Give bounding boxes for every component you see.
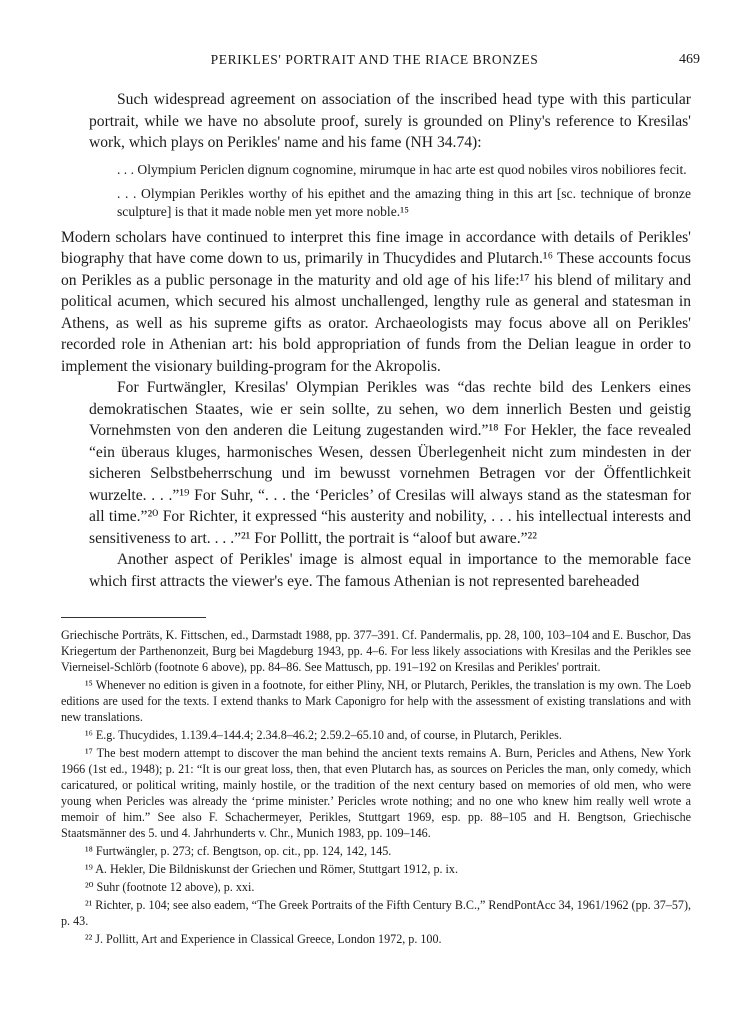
running-head: PERIKLES' PORTRAIT AND THE RIACE BRONZES bbox=[210, 52, 539, 67]
paragraph-2: Modern scholars have continued to interpret this fine image in accordance with details of Perikles' biography that have come down to us, primarily in Thucydides and Plutarch.¹⁶ These accounts focus on Perikles as a public personage in the maturity and old age of his life:¹⁷ his blend of military and political acumen, which secured his almost unchallenged, lengthy rule as general and statesman in Athens, as well as his supreme gifts as orator. Archaeologists may focus above all on Perikles' recorded role in Athenian art: his bold appropriation of funds from the Delian league in order to implement the visionary building-program for the Akropolis. bbox=[61, 228, 691, 375]
footnote-20: ²⁰ Suhr (footnote 12 above), p. xxi. bbox=[85, 880, 255, 894]
footnote-21: ²¹ Richter, p. 104; see also eadem, “The Greek Portraits of the Fifth Century B.C.,” RendPontAcc 34, 1961/1962 (pp. 37–57), p. 43. bbox=[61, 898, 691, 928]
footnote-18: ¹⁸ Furtwängler, p. 273; cf. Bengtson, op. cit., pp. 124, 142, 145. bbox=[85, 844, 392, 858]
footnote-22: ²² J. Pollitt, Art and Experience in Classical Greece, London 1972, p. 100. bbox=[85, 932, 442, 946]
footnote-16: ¹⁶ E.g. Thucydides, 1.139.4–144.4; 2.34.8–46.2; 2.59.2–65.10 and, of course, in Plutarch, Perikles. bbox=[85, 728, 562, 742]
body-text bbox=[61, 89, 691, 592]
footnote-15: ¹⁵ Whenever no edition is given in a footnote, for either Pliny, NH, or Plutarch, Perikles, the translation is my own. The Loeb editions are used for the texts. I extend thanks to Mark Caponigro for help with the assessment of existing translations and with new translations. bbox=[61, 678, 691, 724]
quote-latin: . . . Olympium Periclen dignum cognomine, mirumque in hac arte est quod nobiles viros nobiliores fecit. bbox=[117, 161, 687, 177]
footnote-19: ¹⁹ A. Hekler, Die Bildniskunst der Griechen und Römer, Stuttgart 1912, p. ix. bbox=[85, 862, 458, 876]
paragraph-4: Another aspect of Perikles' image is almost equal in importance to the memorable face which first attracts the viewer's eye. The famous Athenian is not represented bareheaded bbox=[89, 551, 691, 590]
paragraph-3: For Furtwängler, Kresilas' Olympian Perikles was “das rechte bild des Lenkers eines demokratischen Staates, wie er sein sollte, zu sehen, wo dem innerlich Besten und geistig Vornehmsten von den anderen die Leitung zugestanden wird.”¹⁸ For Hekler, the face revealed “ein überaus kluges, harmonisches Wesen, dessen Überlegenheit nicht zum mindesten in der sicheren Selbstbeherrschung und im bewusst vornehmen Betragen vor der Öffentlichkeit wurzelte. . . .”¹⁹ For Suhr, “. . . the ‘Pericles’ of Cresilas will always stand as the statesman for all time.”²⁰ For Richter, it expressed “his austerity and nobility, . . . his intellectual interests and sensitiveness to art. . . .”²¹ For Pollitt, the portrait is “aloof but aware.”²² bbox=[89, 379, 691, 547]
quote-english: . . . Olympian Perikles worthy of his epithet and the amazing thing in this art [sc. technique of bronze sculpture] is that it made noble men yet more noble.¹⁵ bbox=[117, 185, 691, 219]
footnote-17: ¹⁷ The best modern attempt to discover the man behind the ancient texts remains A. Burn, Pericles and Athens, New York 1966 (1st ed., 1948); p. 21: “It is our great loss, then, that even Plutarch has, as sources on Pericles the man, only comedy, which caricatured, or political writing, mainly hostile, or the tradition of the next century based on memories of old men, who were young when Pericles was already the ‘prime minister.’ Pericles wrote nothing; and no one who knew him really well wrote a memoir of him.” See also F. Schachermeyer, Perikles, Stuttgart 1969, esp. pp. 88–105 and H. Bengtson, Griechische Staatsmänner des 5. und 4. Jahrhunderts v. Chr., Munich 1983, pp. 109–146. bbox=[61, 746, 691, 840]
footnote-divider bbox=[61, 617, 206, 618]
paragraph-1: Such widespread agreement on association of the inscribed head type with this particular portrait, while we have no absolute proof, surely is grounded on Pliny's reference to Kresilas' work, which plays on Perikles' name and his fame (NH 34.74): bbox=[89, 91, 691, 151]
page-number: 469 bbox=[679, 52, 700, 67]
page-header bbox=[0, 52, 749, 72]
footnote-continued: Griechische Porträts, K. Fittschen, ed., Darmstadt 1988, pp. 377–391. Cf. Pandermalis, pp. 28, 100, 103–104 and E. Buschor, Das Kriegertum der Parthenonzeit, Burg bei Magdeburg 1943, pp. 4–6. For less likely associations with Kresilas and the Perikles see Vierneisel-Schlörb (footnote 6 above), pp. 84–86. See Mattusch, pp. 191–192 on Kresilas and Perikles' portrait. bbox=[61, 628, 691, 674]
footnotes bbox=[61, 627, 691, 949]
block-quote bbox=[89, 161, 691, 221]
